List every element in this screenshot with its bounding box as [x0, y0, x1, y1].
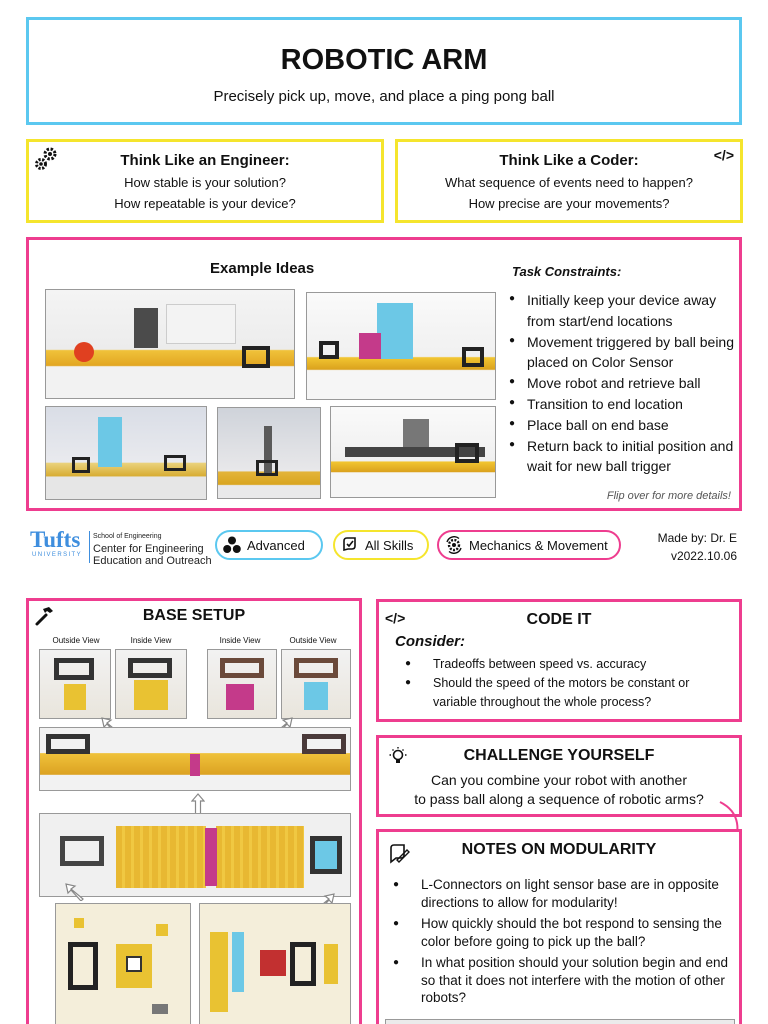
list-item: ● In what position should your solution begin and end so that it does not interfere with the motion of other robots? [393, 954, 733, 1007]
tag-all-skills [333, 530, 429, 560]
code-icon: </> [713, 147, 734, 163]
challenge-line-1: Can you combine your robot with another [430, 772, 688, 788]
base-setup-heading: BASE SETUP [142, 607, 246, 624]
base-photo-top [39, 813, 351, 897]
base-photo-inside-2 [207, 649, 277, 719]
arrow-icon [65, 883, 85, 901]
school-text [93, 531, 212, 567]
constraints-heading: Task Constraints: [512, 264, 622, 279]
list-item: ● Tradeoffs between speed vs. accuracy [405, 655, 727, 674]
consider-label: Consider: [395, 633, 466, 650]
example-photo-2 [306, 292, 496, 400]
engineer-line-1: How stable is your solution? [124, 175, 286, 190]
example-photo-3 [45, 406, 207, 500]
tag-advanced [215, 530, 323, 560]
modularity-photo [385, 1019, 735, 1024]
constraints-list [509, 290, 735, 477]
tag-all-skills-label: All Skills [365, 537, 414, 553]
tufts-logo-word: Tufts [30, 527, 81, 552]
list-item: ● Initially keep your device away from start/end locations [509, 290, 735, 332]
base-parts-photo-1 [55, 903, 191, 1024]
challenge-line-2: to pass ball along a sequence of robotic arms? [414, 791, 704, 807]
challenge-box [376, 735, 742, 817]
list-item: ● Transition to end location [509, 394, 735, 415]
tufts-logo-sub: UNIVERSITY [32, 552, 83, 558]
view-label-4: Outside View [289, 636, 337, 645]
version: v2022.10.06 [670, 549, 737, 563]
base-setup-box [26, 598, 362, 1024]
flip-note: Flip over for more details! [606, 490, 731, 502]
base-photo-full [39, 727, 351, 791]
header-box [26, 17, 742, 125]
engineer-box [26, 139, 384, 223]
engineer-heading: Think Like an Engineer: [120, 152, 290, 169]
code-it-icon: </> [385, 610, 406, 626]
examples-box [26, 237, 742, 511]
code-it-heading: CODE IT [526, 611, 592, 628]
view-label-1: Outside View [52, 636, 100, 645]
modularity-box [376, 829, 742, 1024]
tag-mechanics-label: Mechanics & Movement [469, 537, 608, 553]
coder-box [395, 139, 743, 223]
coder-line-1: What sequence of events need to happen? [445, 175, 693, 190]
made-by: Made by: Dr. E [657, 531, 737, 545]
modularity-list [393, 876, 733, 1007]
page-title: ROBOTIC ARM [280, 44, 488, 76]
view-label-3: Inside View [219, 636, 261, 645]
base-photo-inside-1 [115, 649, 187, 719]
example-photo-4 [217, 407, 321, 499]
arrow-icon [191, 793, 205, 815]
list-item: ● How quickly should the bot respond to sensing the color before going to pick up the ball? [393, 915, 733, 950]
code-it-list [405, 655, 727, 712]
coder-line-2: How precise are your movements? [468, 196, 670, 211]
coder-heading: Think Like a Coder: [499, 152, 639, 169]
tag-mechanics [437, 530, 621, 560]
modularity-heading: NOTES ON MODULARITY [461, 841, 657, 858]
list-item: ● Movement triggered by ball being placed on Color Sensor [509, 332, 735, 374]
base-photo-outside-1 [39, 649, 111, 719]
page-subtitle: Precisely pick up, move, and place a ping pong ball [213, 88, 555, 105]
example-photo-1 [45, 289, 295, 399]
code-it-box [376, 599, 742, 722]
tag-advanced-label: Advanced [247, 537, 305, 553]
gear-arrows-icon [445, 536, 463, 554]
list-item: ● L-Connectors on light sensor base are in opposite directions to allow for modularity! [393, 876, 733, 911]
school-small: School of Engineering [93, 533, 162, 540]
engineer-line-2: How repeatable is your device? [114, 196, 296, 211]
list-item: ● Move robot and retrieve ball [509, 373, 735, 394]
challenge-heading: CHALLENGE YOURSELF [463, 747, 655, 764]
view-label-2: Inside View [130, 636, 172, 645]
example-photo-5 [330, 406, 496, 498]
center-line-1: Center for Engineering [93, 543, 204, 555]
list-item: ● Place ball on end base [509, 415, 735, 436]
three-dots-icon [223, 536, 241, 554]
examples-heading: Example Ideas [210, 260, 315, 277]
base-photo-outside-2 [281, 649, 351, 719]
base-parts-photo-2 [199, 903, 351, 1024]
tufts-logo [30, 528, 90, 564]
logo-divider [89, 531, 90, 563]
list-item: ● Should the speed of the motors be constant or variable throughout the whole process? [405, 674, 727, 712]
skills-icon [341, 536, 359, 554]
list-item: ● Return back to initial position and wait for new ball trigger [509, 436, 735, 478]
center-line-2: Education and Outreach [93, 555, 212, 567]
